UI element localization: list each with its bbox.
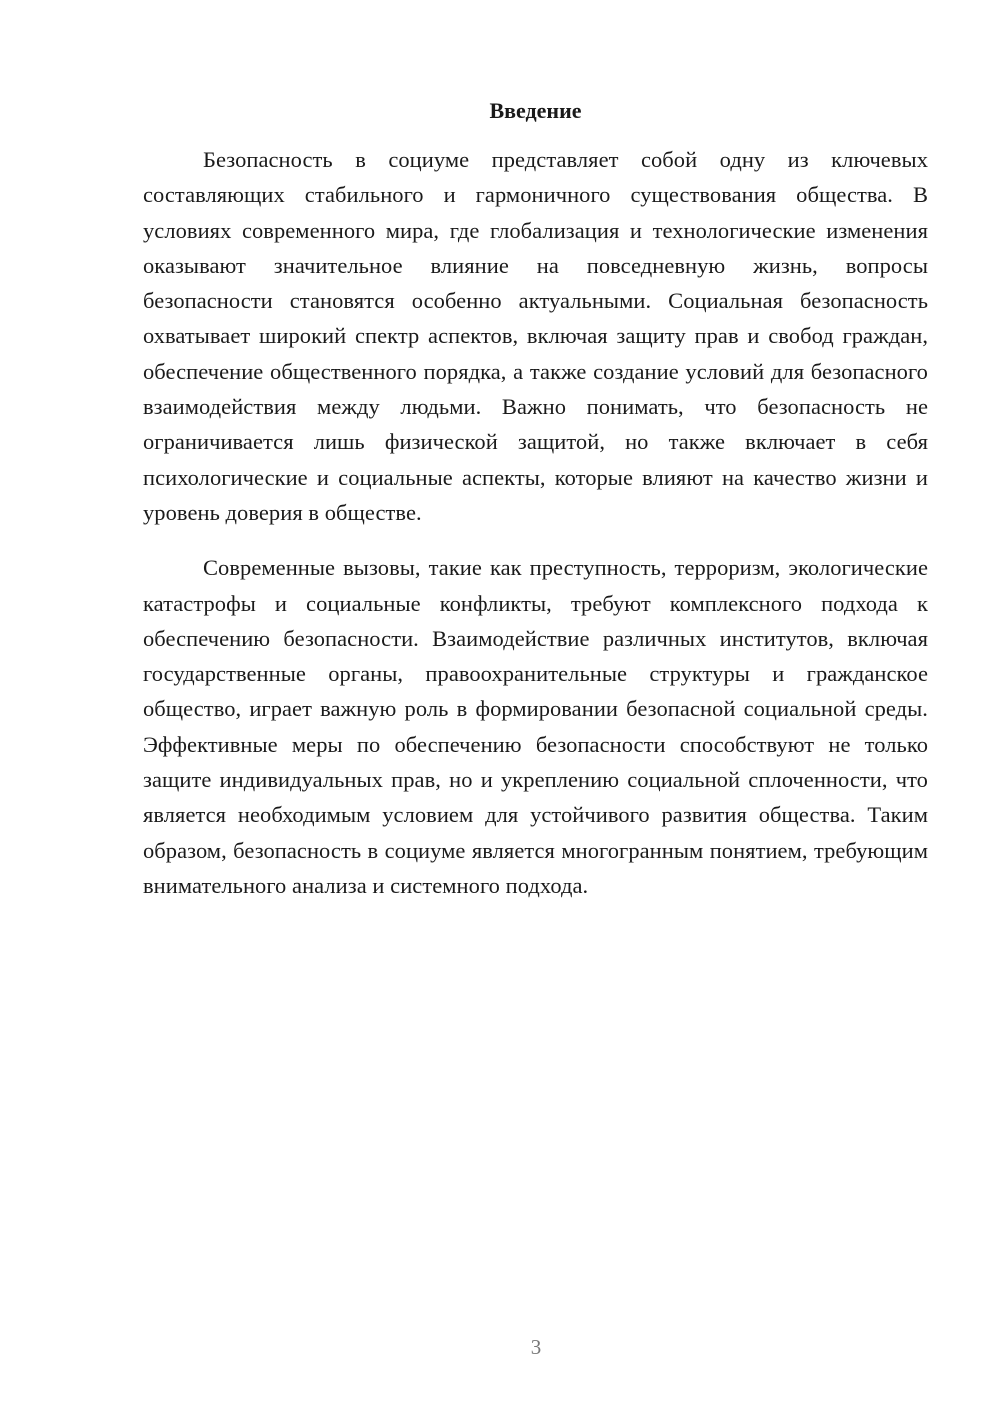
section-title: Введение xyxy=(489,98,582,123)
page-number: 3 xyxy=(530,1335,542,1359)
body-text xyxy=(143,142,928,903)
paragraph-2: Современные вызовы, такие как преступность, терроризм, экологические катастрофы и социальные конфликты, требуют комплексного подхода к обеспечению безопасности. Взаимодействие различных институтов, включая государственные органы, правоохранительные структуры и гражданское общество, играет важную роль в формировании безопасной социальной среды. Эффективные меры по обеспечению безопасности способствуют не только защите индивидуальных прав, но и укреплению социальной сплоченности, что является необходимым условием для устойчивого развития общества. Таким образом, безопасность в социуме является многогранным понятием, требующим внимательного анализа и системного подхода. xyxy=(143,555,928,898)
paragraph-1: Безопасность в социуме представляет собой одну из ключевых составляющих стабильного и гармоничного существования общества. В условиях современного мира, где глобализация и технологические изменения оказывают значительное влияние на повседневную жизнь, вопросы безопасности становятся особенно актуальными. Социальная безопасность охватывает широкий спектр аспектов, включая защиту прав и свобод граждан, обеспечение общественного порядка, а также создание условий для безопасного взаимодействия между людьми. Важно понимать, что безопасность не ограничивается лишь физической защитой, но также включает в себя психологические и социальные аспекты, которые влияют на качество жизни и уровень доверия в обществе. xyxy=(143,147,928,525)
